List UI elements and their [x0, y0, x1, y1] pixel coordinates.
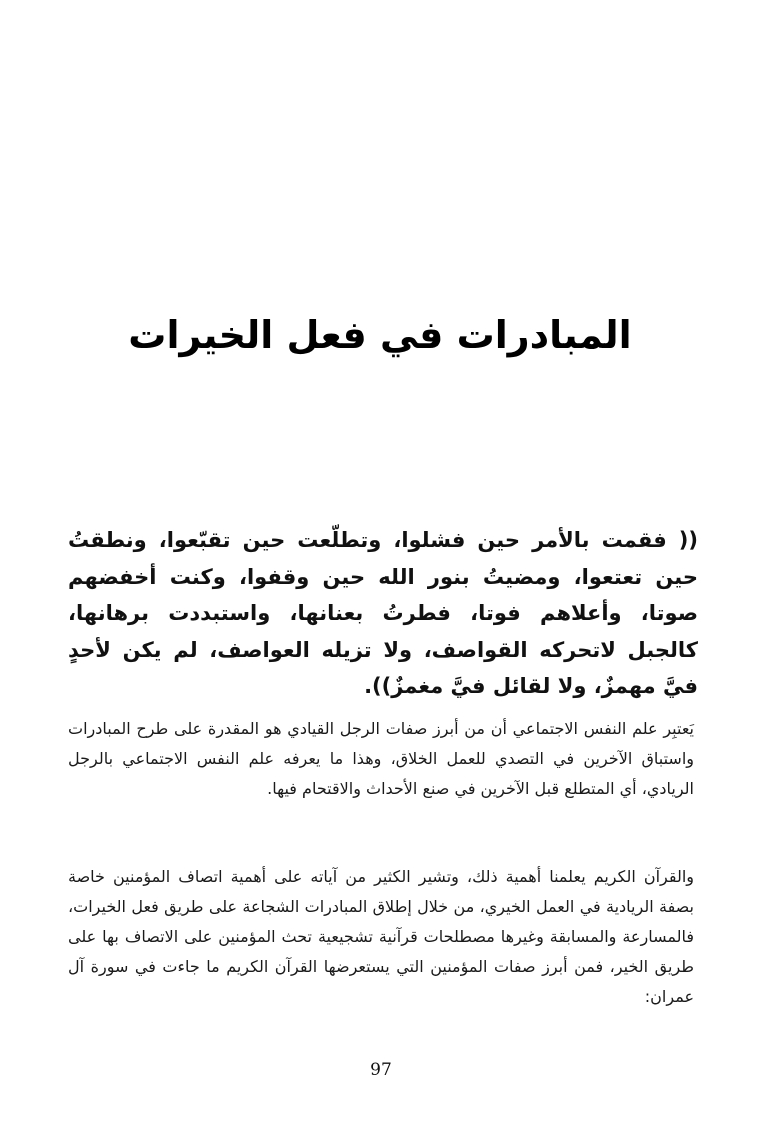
body-paragraph-1: يَعتبِر علم النفس الاجتماعي أن من أبرز صفات الرجل القيادي هو المقدرة على طرح المبادرات واستباق الآخرين في التصدي للعمل الخلاق، وهذا ما يعرفه علم النفس الاجتماعي بالرجل الريادي، أي المتطلع قبل الآخرين في صنع الأحداث والاقتحام فيها.	[68, 719, 694, 798]
quote-block: (( فقمت بالأمر حين فشلوا، وتطلّعت حين تقبّعوا، ونطقتُ حين تعتعوا، ومضيتُ بنور الله حين وقفوا، وكنت أخفضهم صوتا، وأعلاهم فوتا، فطرتُ بعنانها، واستبددت برهانها، كالجبل لاتحركه القواصف، ولا تزيله العواصف، لم يكن لأحدٍ فيَّ مهمزٌ، ولا لقائل فيَّ مغمزٌ)).	[68, 528, 698, 698]
page-number: 97	[370, 1060, 392, 1080]
chapter-title: المبادرات في فعل الخيرات	[128, 313, 632, 357]
body-paragraph-2: والقرآن الكريم يعلمنا أهمية ذلك، وتشير الكثير من آياته على أهمية اتصاف المؤمنين خاصة بصفة الريادية في العمل الخيري، من خلال إطلاق المبادرات الشجاعة على طريق فعل الخيرات، فالمسارعة والمسابقة وغيرها مصطلحات قرآنية تشجيعية تحث المؤمنين على الاتصاف بها على طريق الخير، فمن أبرز صفات المؤمنين التي يستعرضها القرآن الكريم ما جاءت في سورة آل عمران:	[68, 867, 694, 1006]
